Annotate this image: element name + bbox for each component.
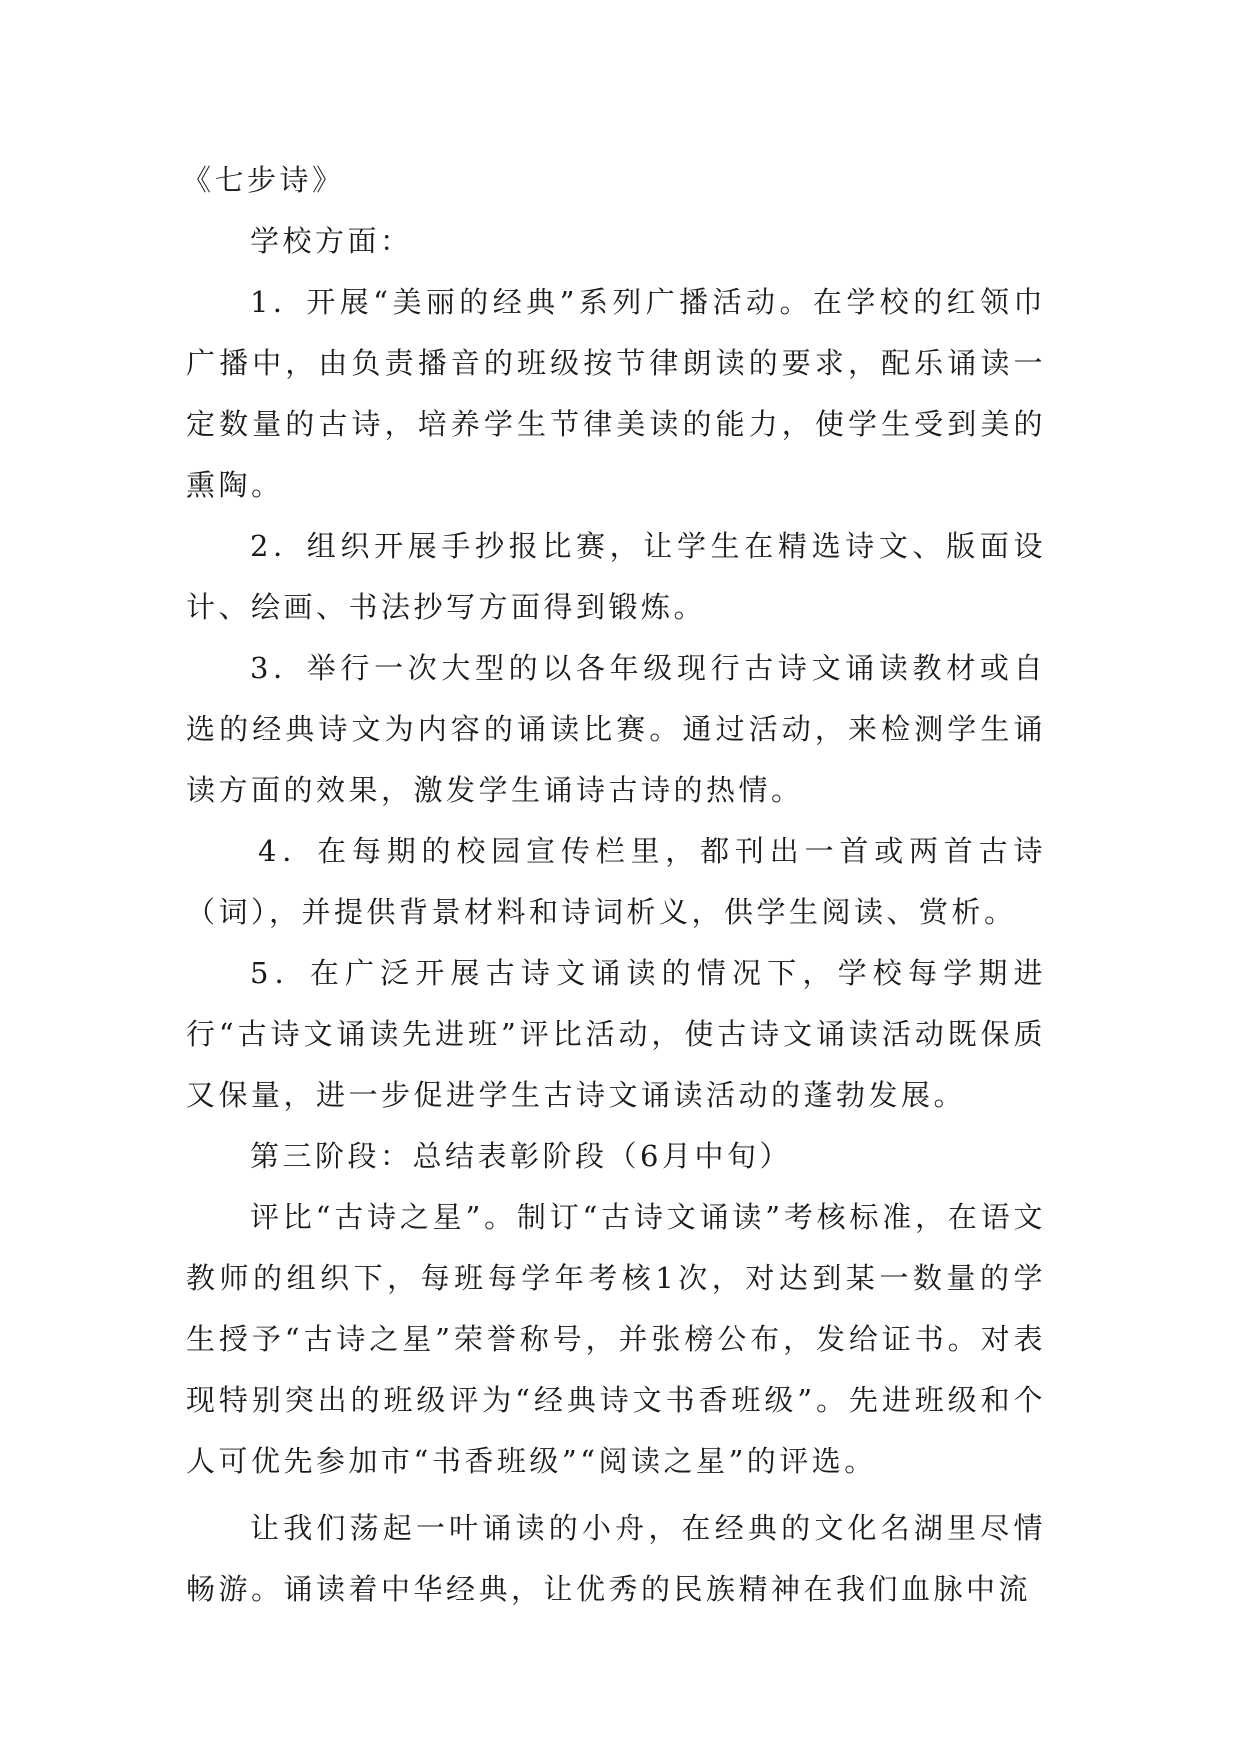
document-body [182,150,1046,1620]
section-heading-school: 学校方面： [250,224,413,258]
item-5-paragraph: 5．在广泛开展古诗文诵读的情况下，学校每学期进行“古诗文诵读先进班”评比活动，使古诗文诵读活动既保质又保量，进一步促进学生古诗文诵读活动的蓬勃发展。 [186,956,1046,1112]
closing-paragraph: 让我们荡起一叶诵读的小舟，在经典的文化名湖里尽情畅游。诵读着中华经典，让优秀的民族精神在我们血脉中流 [186,1511,1046,1606]
item-3-paragraph: 3．举行一次大型的以各年级现行古诗文诵读教材或自选的经典诗文为内容的诵读比赛。通过活动，来检测学生诵读方面的效果，激发学生诵诗古诗的热情。 [186,651,1046,807]
item-2-paragraph: 2．组织开展手抄报比赛，让学生在精选诗文、版面设计、绘画、书法抄写方面得到锻炼。 [186,529,1046,624]
item-1-paragraph: 1．开展“美丽的经典”系列广播活动。在学校的红领巾广播中，由负责播音的班级按节律朗读的要求，配乐诵读一定数量的古诗，培养学生节律美读的能力，使学生受到美的熏陶。 [186,285,1046,502]
item-4-paragraph: 4．在每期的校园宣传栏里，都刊出一首或两首古诗（词），并提供背景材料和诗词析义，供学生阅读、赏析。 [186,834,1046,929]
evaluation-paragraph: 评比“古诗之星”。制订“古诗文诵读”考核标准，在语文教师的组织下，每班每学年考核1次，对达到某一数量的学生授予“古诗之星”荣誉称号，并张榜公布，发给证书。对表现特别突出的班级评为“经典诗文书香班级”。先进班级和个人可优先参加市“书香班级”“阅读之星”的评选。 [186,1200,1046,1478]
poem-title: 《七步诗》 [182,163,345,197]
stage-three-heading: 第三阶段：总结表彰阶段（6月中旬） [250,1139,792,1173]
